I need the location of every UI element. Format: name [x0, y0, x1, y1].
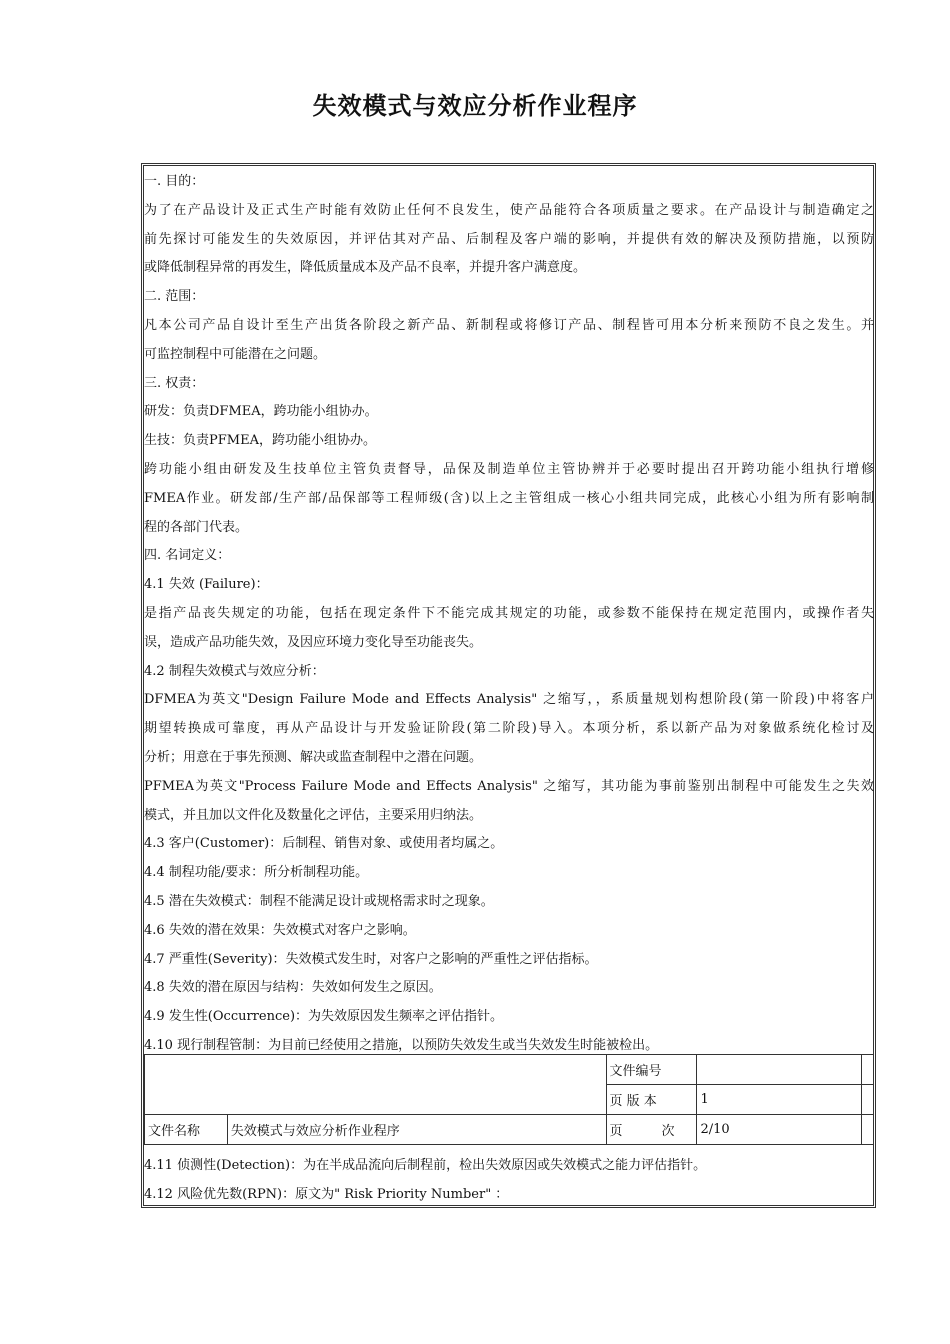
definition-item: 4.5 潜在失效模式：制程不能满足设计或规格需求时之现象。	[144, 893, 494, 909]
table-row	[145, 1115, 875, 1145]
procedure-content	[144, 168, 874, 1061]
paragraph-line: 前先探讨可能发生的失效原因，并评估其对产品、后制程及客户端的影响，并提供有效的解决及预防措施，以预防	[144, 231, 874, 247]
paragraph-line: 误，造成产品功能失效，及因应环境力变化导至功能丧失。	[144, 634, 483, 650]
doc-name-value: 失效模式与效应分析作业程序	[227, 1115, 606, 1145]
paragraph-line: 程的各部门代表。	[144, 519, 249, 535]
paragraph-line: 是指产品丧失规定的功能，包括在现定条件下不能完成其规定的功能，或参数不能保持在规定范围内，或操作者失	[144, 605, 874, 621]
section-heading: 四. 名词定义：	[144, 548, 231, 564]
paragraph-line: 研发：负责DFMEA，跨功能小组协办。	[144, 404, 378, 420]
continued-content	[144, 1152, 874, 1210]
definition-item: 4.4 制程功能/要求：所分析制程功能。	[144, 865, 369, 881]
page-title: 失效模式与效应分析作业程序	[312, 92, 638, 120]
doc-number-value	[697, 1055, 862, 1085]
definition-item: 4.6 失效的潜在效果：失效模式对客户之影响。	[144, 922, 416, 938]
definition-item: 4.3 客户(Customer)：后制程、销售对象、或使用者均属之。	[144, 836, 504, 852]
paragraph-line: 生技：负责PFMEA，跨功能小组协办。	[144, 433, 376, 449]
table-row	[145, 1055, 875, 1085]
section-heading: 二. 范围：	[144, 289, 205, 305]
paragraph-line: 模式，并且加以文件化及数量化之评估，主要采用归纳法。	[144, 807, 483, 823]
spacer-cell	[861, 1085, 874, 1115]
paragraph-line: FMEA作业。研发部/生产部/品保部等工程师级(含)以上之主管组成一核心小组共同完成，此核心小组为所有影响制	[144, 490, 874, 506]
spacer-cell	[861, 1115, 874, 1145]
section-heading: 一. 目的：	[144, 174, 205, 189]
section-heading: 三. 权责：	[144, 375, 205, 391]
document-info-table	[144, 1054, 876, 1145]
spacer-cell	[861, 1055, 874, 1085]
paragraph-line: 或降低制程异常的再发生，降低质量成本及产品不良率，并提升客户满意度。	[144, 260, 587, 276]
definition-item: 4.8 失效的潜在原因与结构：失效如何发生之原因。	[144, 980, 442, 996]
definition-item: 4.10 现行制程管制：为目前已经使用之措施，以预防失效发生或当失效发生时能被检出。	[144, 1037, 659, 1053]
doc-number-label: 文件编号	[606, 1055, 697, 1085]
definition-item: 4.12 风险优先数(RPN)：原文为" Risk Priority Number" ：	[144, 1186, 509, 1202]
version-value: 1	[697, 1085, 862, 1115]
paragraph-line: PFMEA为英文"Process Failure Mode and Effects Analysis" 之缩写，其功能为事前鉴别出制程中可能发生之失效	[144, 778, 874, 794]
definition-heading: 4.2 制程失效模式与效应分析：	[144, 663, 325, 679]
definition-item: 4.11 侦测性(Detection)：为在半成品流向后制程前，检出失效原因或失效模式之能力评估指针。	[144, 1158, 707, 1173]
page-label: 页 次	[606, 1115, 697, 1145]
paragraph-line: 期望转换成可靠度，再从产品设计与开发验证阶段(第二阶段)导入。本项分析，系以新产品为对象做系统化检讨及	[144, 721, 874, 737]
doc-name-label: 文件名称	[145, 1115, 228, 1145]
paragraph-line: 跨功能小组由研发及生技单位主管负责督导，品保及制造单位主管协辨并于必要时提出召开跨功能小组执行增修	[144, 461, 874, 477]
paragraph-line: 凡本公司产品自设计至生产出货各阶段之新产品、新制程或将修订产品、制程皆可用本分析来预防不良之发生。并	[144, 317, 874, 333]
paragraph-line: 可监控制程中可能潜在之问题。	[144, 346, 327, 362]
version-label: 页 版 本	[606, 1085, 697, 1115]
paragraph-line: DFMEA为英文"Design Failure Mode and Effects Analysis" 之缩写，，系质量规划构想阶段(第一阶段)中将客户	[144, 692, 874, 708]
definition-item: 4.9 发生性(Occurrence)：为失效原因发生频率之评估指针。	[144, 1009, 504, 1025]
paragraph-line: 分析；用意在于事先预测、解决或监查制程中之潜在问题。	[144, 749, 483, 765]
definition-item: 4.7 严重性(Severity)：失效模式发生时，对客户之影响的严重性之评估指标。	[144, 951, 598, 967]
blank-cell	[145, 1055, 607, 1115]
definition-heading: 4.1 失效 (Failure)：	[144, 577, 269, 593]
paragraph-line: 为了在产品设计及正式生产时能有效防止任何不良发生，使产品能符合各项质量之要求。在产品设计与制造确定之	[144, 202, 874, 218]
page-value: 2/10	[697, 1115, 862, 1145]
